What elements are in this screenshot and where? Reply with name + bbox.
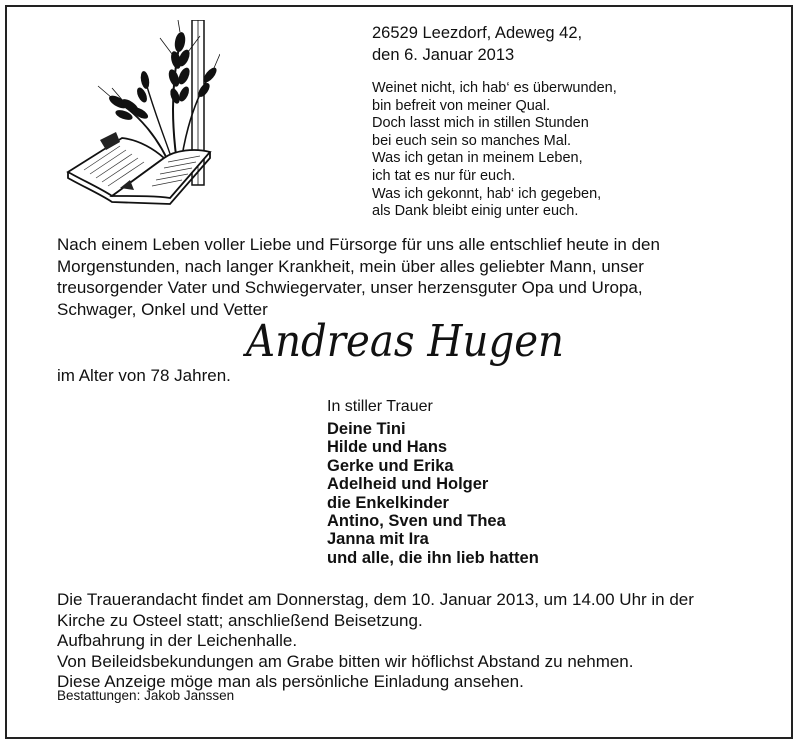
poem-line: Doch lasst mich in stillen Stunden — [372, 115, 589, 132]
deceased-name — [240, 312, 570, 370]
notice-line: Diese Anzeige möge man als persönliche Einladung ansehen. — [57, 672, 524, 692]
poem-line: Weinet nicht, ich hab‘ es überwunden, — [372, 80, 617, 96]
poem-line: Was ich gekonnt, hab‘ ich gegeben, — [372, 185, 602, 202]
mourner: Adelheid und Holger — [327, 475, 489, 494]
mourners-list — [327, 420, 539, 567]
mourner: Gerke und Erika — [327, 456, 454, 475]
intro-line: Morgenstunden, nach langer Krankheit, mein über alles geliebter Mann, unser — [57, 256, 644, 276]
poem-line: bin befreit von meiner Qual. — [372, 97, 551, 114]
notice-line: Aufbahrung in der Leichenhalle. — [57, 631, 298, 651]
intro-line: Nach einem Leben voller Liebe und Fürsorge für uns alle entschlief heute in den — [57, 235, 660, 254]
header — [372, 22, 582, 66]
mourning-intro: In stiller Trauer — [327, 398, 433, 415]
undertaker: Bestattungen: Jakob Janssen — [57, 688, 235, 703]
poem-line: Was ich getan in meinem Leben, — [372, 150, 583, 167]
poem — [372, 80, 617, 221]
notice-line: Von Beileidsbekundungen am Grabe bitten wir höflichst Abstand zu nehmen. — [57, 651, 634, 671]
poem-line: bei euch sein so manches Mal. — [372, 132, 572, 149]
open-book-wheat-icon — [60, 20, 220, 215]
poem-line: ich tat es nur für euch. — [372, 167, 516, 184]
funeral-notice — [57, 590, 694, 693]
address: 26529 Leezdorf, Adeweg 42, — [372, 24, 583, 42]
date: den 6. Januar 2013 — [372, 46, 515, 64]
poem-line: als Dank bleibt einig unter euch. — [372, 203, 579, 220]
mourner: Hilde und Hans — [327, 438, 448, 457]
mourner: Antino, Sven und Thea — [327, 512, 506, 531]
mourner: und alle, die ihn lieb hatten — [327, 548, 539, 567]
notice-line: Die Trauerandacht findet am Donnerstag, dem 10. Januar 2013, um 14.00 Uhr in der — [57, 590, 694, 609]
mourner: die Enkelkinder — [327, 493, 449, 512]
intro-line: Schwager, Onkel und Vetter — [57, 299, 268, 319]
intro-line: treusorgender Vater und Schwiegervater, unser herzensguter Opa und Uropa, — [57, 278, 643, 297]
mourner: Deine Tini — [327, 420, 406, 438]
age-text: im Alter von 78 Jahren. — [57, 366, 231, 385]
mourner: Janna mit Ira — [327, 530, 429, 549]
notice-line: Kirche zu Osteel statt; anschließend Beisetzung. — [57, 610, 423, 630]
intro-text — [57, 234, 757, 320]
deceased-name-text: Andreas Hugen — [242, 316, 565, 367]
